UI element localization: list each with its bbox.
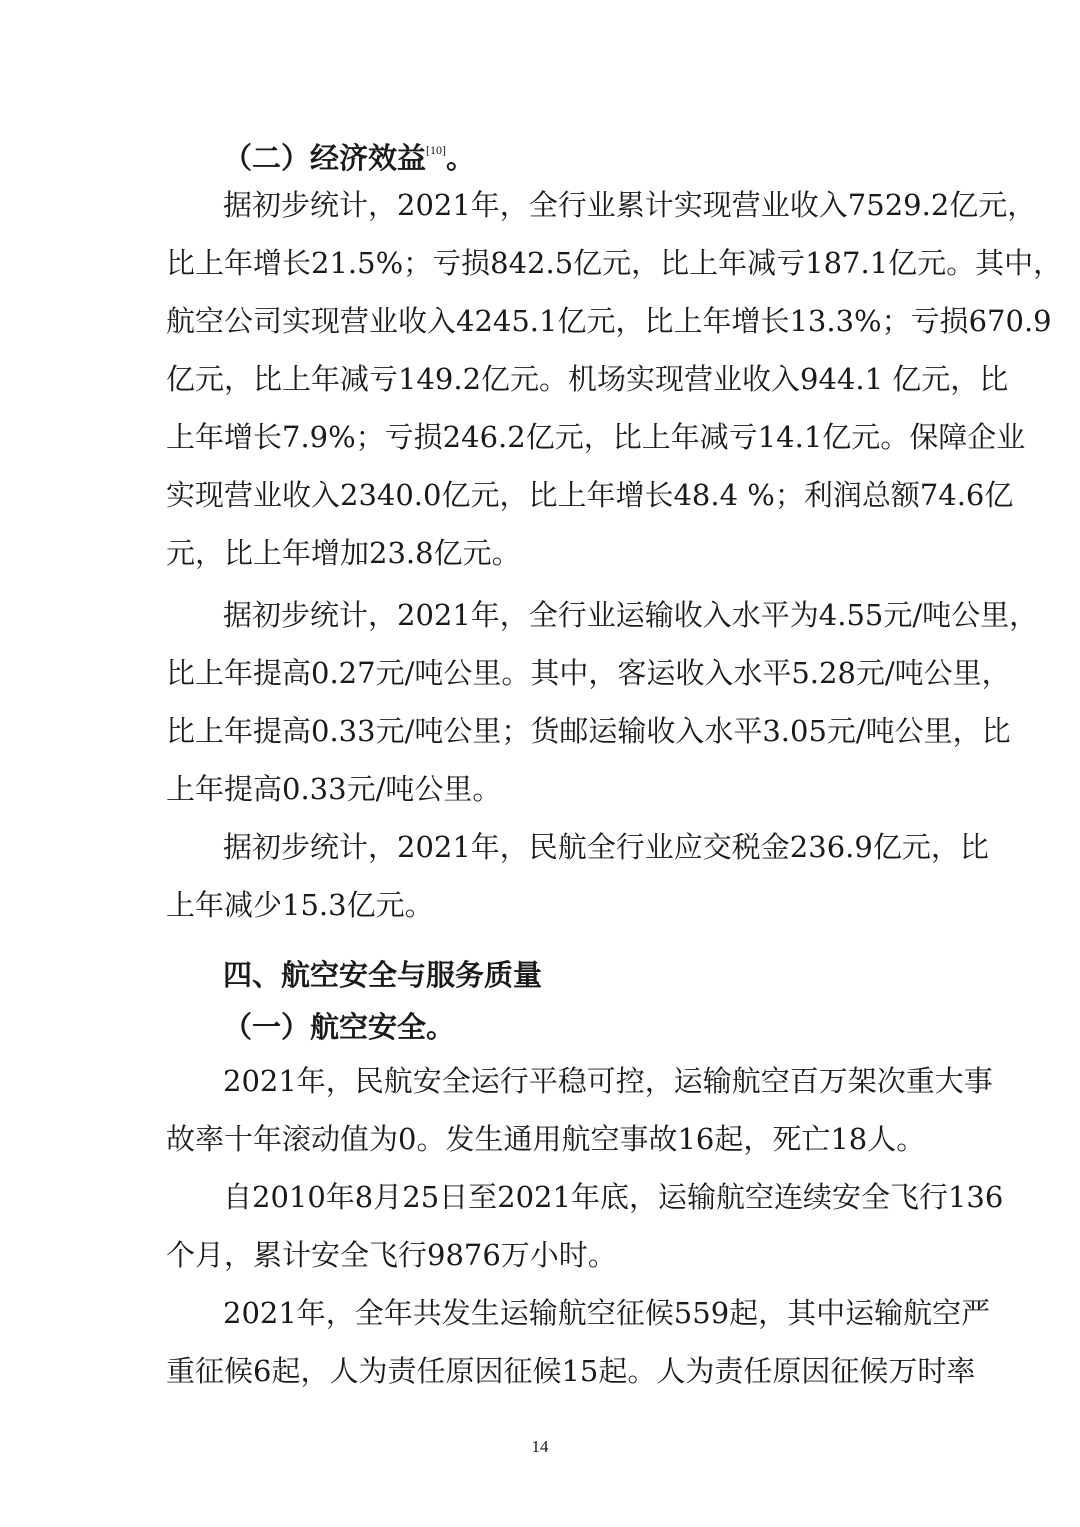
paragraph-line: 上年增长7.9%；亏损246.2亿元，比上年减亏14.1亿元。保障企业: [166, 420, 1026, 454]
paragraph-line: 亿元，比上年减亏149.2亿元。机场实现营业收入944.1 亿元，比: [166, 362, 1009, 396]
aviation-safety-heading: （一）航空安全。: [223, 1010, 456, 1044]
section-heading: 四、航空安全与服务质量: [223, 958, 543, 992]
paragraph-line: 航空公司实现营业收入4245.1亿元，比上年增长13.3%；亏损670.9: [166, 304, 1052, 338]
paragraph-line: 据初步统计，2021年，全行业累计实现营业收入7529.2亿元，: [223, 188, 1037, 222]
paragraph-line: 上年提高0.33元/吨公里。: [166, 772, 502, 806]
paragraph-line: 自2010年8月25日至2021年底，运输航空连续安全飞行136: [223, 1180, 1004, 1214]
paragraph-line: 故率十年滚动值为0。发生通用航空事故16起，死亡18人。: [166, 1122, 926, 1156]
paragraph-line: 上年减少15.3亿元。: [166, 888, 434, 922]
paragraph-line: 2021年，全年共发生运输航空征候559起，其中运输航空严: [223, 1296, 991, 1330]
paragraph-line: 比上年增长21.5%；亏损842.5亿元，比上年减亏187.1亿元。其中，: [166, 246, 1063, 280]
paragraph-line: 比上年提高0.27元/吨公里。其中，客运收入水平5.28元/吨公里，: [166, 656, 1011, 690]
paragraph-line: 个月，累计安全飞行9876万小时。: [166, 1238, 617, 1272]
paragraph-line: 比上年提高0.33元/吨公里；货邮运输收入水平3.05元/吨公里，比: [166, 714, 1011, 748]
paragraph-line: 据初步统计，2021年，全行业运输收入水平为4.55元/吨公里，: [223, 598, 1039, 632]
reference-marker: [10]: [426, 143, 447, 157]
page-number: 14: [531, 1437, 549, 1456]
paragraph-line: 重征候6起，人为责任原因征候15起。人为责任原因征候万时率: [166, 1354, 976, 1388]
paragraph-line: 2021年，民航安全运行平稳可控，运输航空百万架次重大事: [223, 1064, 993, 1098]
paragraph-line: 元，比上年增加23.8亿元。: [166, 536, 521, 570]
paragraph-line: 据初步统计，2021年，民航全行业应交税金236.9亿元，比: [223, 830, 989, 864]
paragraph-line: 实现营业收入2340.0亿元，比上年增长48.4 %；利润总额74.6亿: [166, 478, 1014, 512]
economic-benefit-heading: （二）经济效益[10]。: [223, 141, 476, 175]
